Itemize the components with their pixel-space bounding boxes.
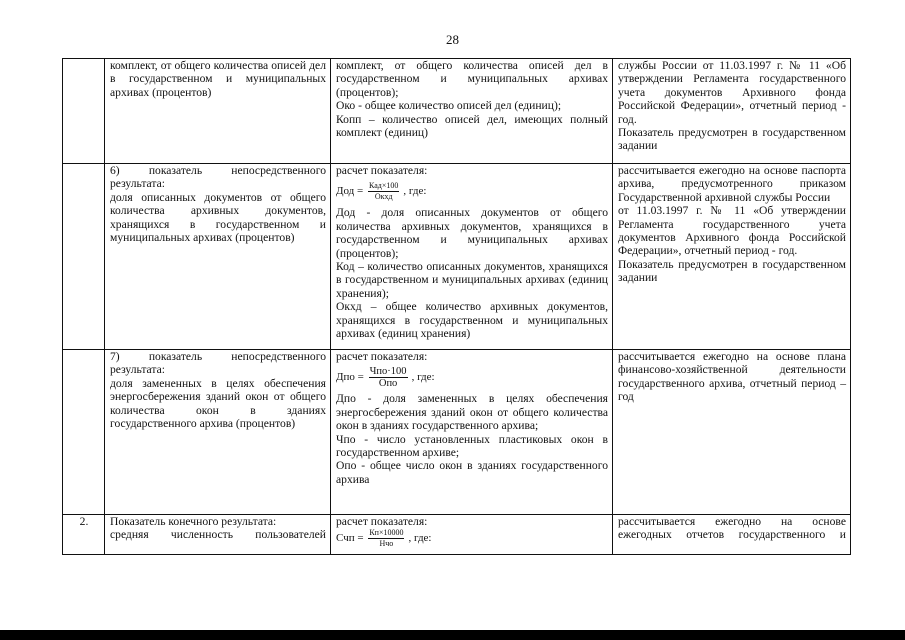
basis-text: рассчитывается ежегодно на основе паспорта архива, предусмотренного приказом Государственной архивной службы России [618,164,846,204]
formula-numerator: Кад×100 [369,180,399,190]
page-number: 28 [446,32,459,47]
calculation-label: расчет показателя: [336,164,428,177]
formula-suffix: , где: [408,531,432,544]
variable-definition: Око - общее количество описей дел (единиц); [336,99,562,113]
table-row [63,350,851,515]
formula-equals: = [354,531,367,544]
formula-denominator: Нчо [379,538,394,548]
variable-definition: Опо - общее число окон в зданиях государственного архива [336,459,608,486]
indicators-table [62,58,851,555]
calculation-label: расчет показателя: [336,350,428,363]
variable-definition: Дпо - доля замененных в целях обеспечения энергосбережения зданий окон от общего количества окон в зданиях государственного архива; [336,392,608,433]
calculation-cell [331,350,613,515]
calculation-label: расчет показателя: [336,515,428,528]
indicator-text: доля описанных документов от общего количества архивных документов, хранящихся в государственном и муниципальных архивах (процентов) [110,190,326,245]
formula-numerator: Чпо·100 [369,365,407,377]
row-number: 2. [63,515,105,555]
formula-lhs: Счп [336,531,355,544]
indicator-cell [105,164,331,350]
variable-definition: Дод - доля описанных документов от общего количества архивных документов, хранящихся в государственном и муниципальных архивах (процентов); [336,206,608,260]
row-number [63,164,105,350]
formula-lhs: Дпо [336,370,355,383]
row-number [63,59,105,164]
basis-text: Показатель предусмотрен в государственном задании [618,126,846,153]
formula-suffix: , где: [403,184,427,197]
table-row [63,59,851,164]
scan-edge-bar [0,630,905,640]
basis-text: службы России от 11.03.1997 г. № 11 «Об утверждении Регламента государственного учета документов Архивного фонда Российской Федерации», отчетный период - год. [618,59,846,126]
variable-definition: Чпо - число установленных пластиковых окон в государственном архиве; [336,432,608,460]
basis-text: рассчитывается ежегодно на основе ежегодных отчетов государственного и [618,515,846,542]
indicator-heading: 7) показатель непосредственного результата: [110,350,326,377]
basis-cell [613,515,851,555]
basis-cell [613,59,851,164]
calculation-cell [331,515,613,555]
basis-text: Показатель предусмотрен в государственном задании [618,257,846,285]
indicator-cell [105,59,331,164]
basis-cell [613,164,851,350]
calculation-cell [331,59,613,164]
indicator-heading: 6) показатель непосредственного результата: [110,164,326,191]
formula-fraction [368,181,399,202]
formula-denominator: Окхд [374,191,393,201]
calculation-cell [331,164,613,350]
variable-definition: Код – количество описанных документов, хранящихся в государственном и муниципальных архивах (единиц хранения); [336,260,608,300]
indicator-cell [105,515,331,555]
indicator-text: доля замененных в целях обеспечения энергосбережения зданий окон от общего количества окон в зданиях государственного архива (процентов) [110,376,326,431]
formula-suffix: , где: [411,370,435,383]
formula [336,179,608,203]
table-row [63,515,851,555]
indicator-text: комплект, от общего количества описей дел в государственном и муниципальных архивах (процентов) [110,59,326,99]
row-number [63,350,105,515]
basis-text: от 11.03.1997 г. № 11 «Об утверждении Регламента государственного учета документов Архивного фонда Российской Федерации», отчетный период - год. [618,204,846,258]
formula-denominator: Опо [378,377,398,389]
formula-fraction [368,528,404,549]
variable-definition: Окхд – общее количество архивных документов, хранящихся в государственном и муниципальных архивах (единиц хранения) [336,300,608,341]
basis-cell [613,350,851,515]
formula-numerator: Кп×10000 [369,527,404,537]
indicator-heading: Показатель конечного результата: [110,515,277,528]
formula-equals: = [354,370,367,383]
formula-equals: = [354,184,367,197]
formula-lhs: Дод [336,184,355,197]
table-row [63,164,851,350]
indicator-cell [105,350,331,515]
basis-text: рассчитывается ежегодно на основе плана финансово-хозяйственной деятельности государственного архива, отчетный период – год [618,350,846,404]
indicator-text: средняя численность пользователей [110,528,326,542]
formula [336,528,608,548]
formula-description: комплект, от общего количества описей дел в государственном и муниципальных архивах (процентов); [336,59,608,99]
formula [336,365,608,389]
formula-fraction [369,366,408,389]
variable-definition: Копп – количество описей дел, имеющих полный комплект (единиц) [336,112,608,140]
